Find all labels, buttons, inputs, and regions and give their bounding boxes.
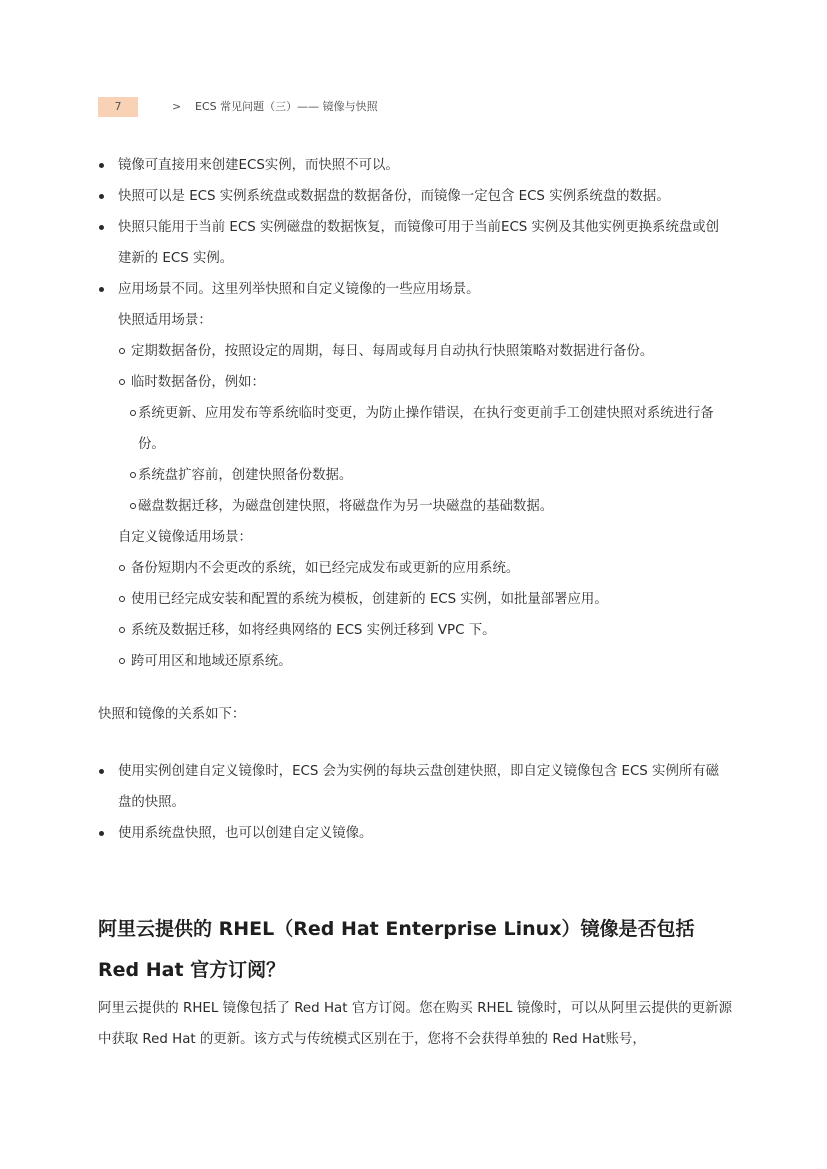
list-item: 跨可用区和地域还原系统。 [98, 646, 732, 677]
list-item: 定期数据备份，按照设定的周期，每日、每周或每月自动执行快照策略对数据进行备份。 [98, 336, 732, 367]
image-scenarios-label: 自定义镜像适用场景： [118, 530, 252, 545]
breadcrumb-separator: > [172, 100, 182, 113]
relation-intro: 快照和镜像的关系如下： [98, 707, 246, 722]
list-item: 使用实例创建自定义镜像时，ECS 会为实例的每块云盘创建快照，即自定义镜像包含 ECS 实例所有磁盘的快照。 [98, 756, 732, 818]
list-item: 使用已经完成安装和配置的系统为模板，创建新的 ECS 实例，如批量部署应用。 [98, 584, 732, 615]
sub-list-item: 磁盘数据迁移，为磁盘创建快照，将磁盘作为另一块磁盘的基础数据。 [98, 491, 732, 522]
list-item: 应用场景不同。这里列举快照和自定义镜像的一些应用场景。 [98, 274, 732, 305]
list-item: 备份短期内不会更改的系统，如已经完成发布或更新的应用系统。 [98, 553, 732, 584]
list-item: 快照只能用于当前 ECS 实例磁盘的数据恢复，而镜像可用于当前ECS 实例及其他实例更换系统盘或创建新的 ECS 实例。 [98, 212, 732, 274]
list-item: 快照可以是 ECS 实例系统盘或数据盘的数据备份，而镜像一定包含 ECS 实例系统盘的数据。 [98, 181, 732, 212]
list-item: 系统及数据迁移，如将经典网络的 ECS 实例迁移到 VPC 下。 [98, 615, 732, 646]
list-item: 临时数据备份，例如： [98, 367, 732, 398]
snapshot-scenarios-label: 快照适用场景： [118, 313, 212, 328]
breadcrumb-title[interactable]: ECS 常见问题（三）—— 镜像与快照 [195, 100, 378, 113]
list-item: 镜像可直接用来创建ECS实例，而快照不可以。 [98, 150, 732, 181]
page-header [98, 97, 738, 117]
relation-list [98, 756, 732, 849]
sub-list-item: 系统更新、应用发布等系统临时变更，为防止操作错误，在执行变更前手工创建快照对系统进行备份。 [98, 398, 732, 460]
sub-list-item: 系统盘扩容前，创建快照备份数据。 [98, 460, 732, 491]
main-content [98, 150, 732, 1055]
page-number: 7 [98, 97, 138, 117]
section-body: 阿里云提供的 RHEL 镜像包括了 Red Hat 官方订阅。您在购买 RHEL 镜像时，可以从阿里云提供的更新源中获取 Red Hat 的更新。该方式与传统模式区别在于，您将不会获得单独的 Red Hat账号， [98, 1001, 732, 1047]
section-heading: 阿里云提供的 RHEL（Red Hat Enterprise Linux）镜像是否包括 Red Hat 官方订阅？ [98, 918, 695, 981]
list-item: 使用系统盘快照，也可以创建自定义镜像。 [98, 818, 732, 849]
